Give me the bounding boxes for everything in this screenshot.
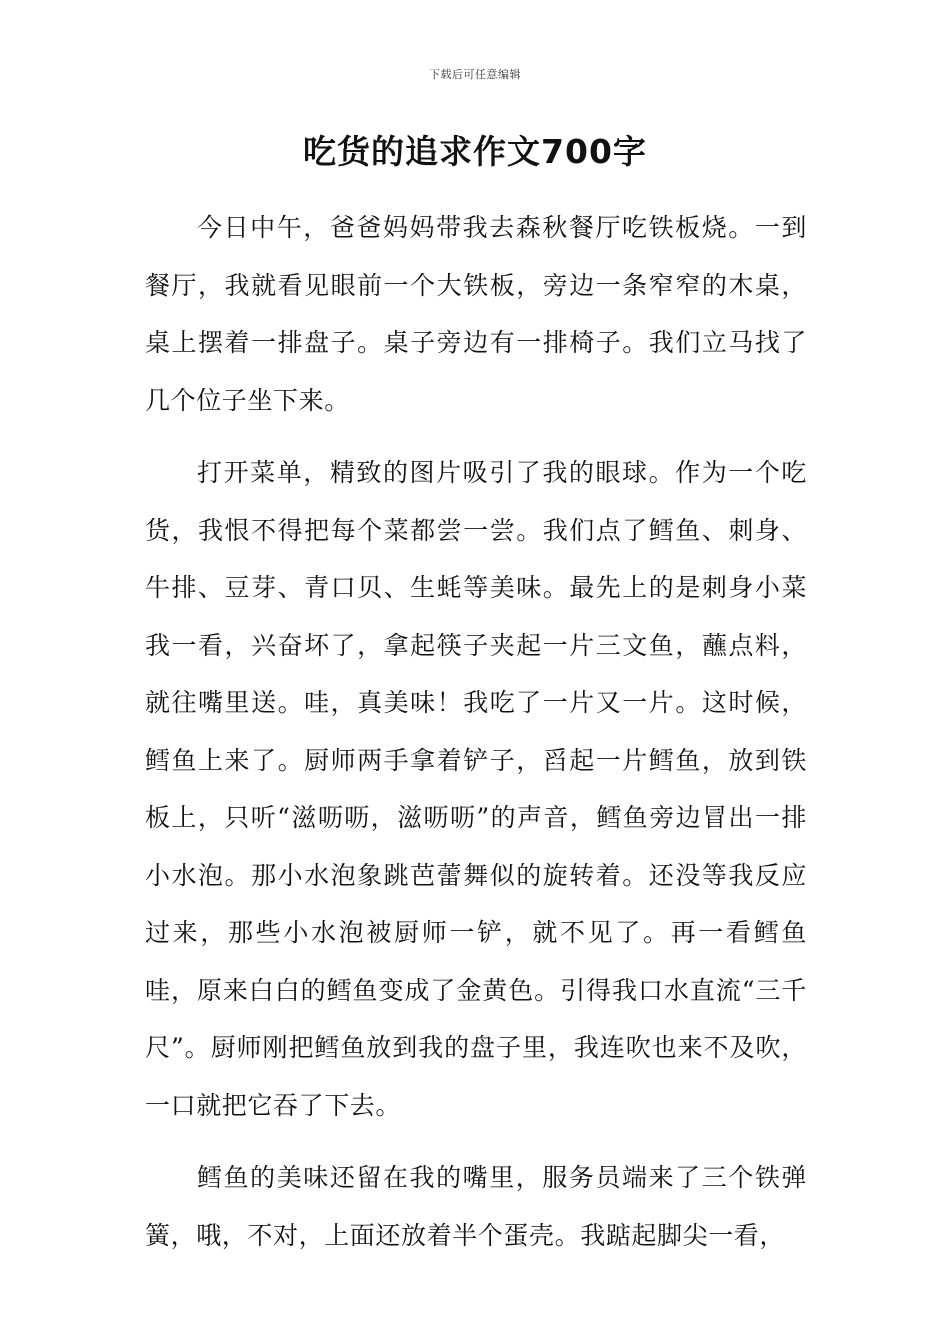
essay-body	[145, 199, 807, 1279]
header-note: 下载后可任意编辑	[429, 68, 521, 81]
paragraph-2: 打开菜单，精致的图片吸引了我的眼球。作为一个吃货，我恨不得把每个菜都尝一尝。我们点了鳕鱼、刺身、牛排、豆芽、青口贝、生蚝等美味。最先上的是刺身小菜我一看，兴奋坏了，拿起筷子夹起一片三文鱼，蘸点料，就往嘴里送。哇，真美味！我吃了一片又一片。这时候，鳕鱼上来了。厨师两手拿着铲子，舀起一片鳕鱼，放到铁板上，只听“滋呖呖，滋呖呖”的声音，鳕鱼旁边冒出一排小水泡。那小水泡象跳芭蕾舞似的旋转着。还没等我反应过来，那些小水泡被厨师一铲，就不见了。再一看鳕鱼哇，原来白白的鳕鱼变成了金黄色。引得我口水直流“三千尺”。厨师刚把鳕鱼放到我的盘子里，我连吹也来不及吹，一口就把它吞了下去。	[145, 458, 807, 1120]
paragraph-3: 鳕鱼的美味还留在我的嘴里，服务员端来了三个铁弹簧，哦，不对，上面还放着半个蛋壳。我踮起脚尖一看，	[145, 1163, 807, 1250]
paragraph-1: 今日中午，爸爸妈妈带我去森秋餐厅吃铁板烧。一到餐厅，我就看见眼前一个大铁板，旁边一条窄窄的木桌，桌上摆着一排盘子。桌子旁边有一排椅子。我们立马找了几个位子坐下来。	[145, 213, 807, 415]
document-title: 吃货的追求作文700字	[303, 132, 647, 171]
